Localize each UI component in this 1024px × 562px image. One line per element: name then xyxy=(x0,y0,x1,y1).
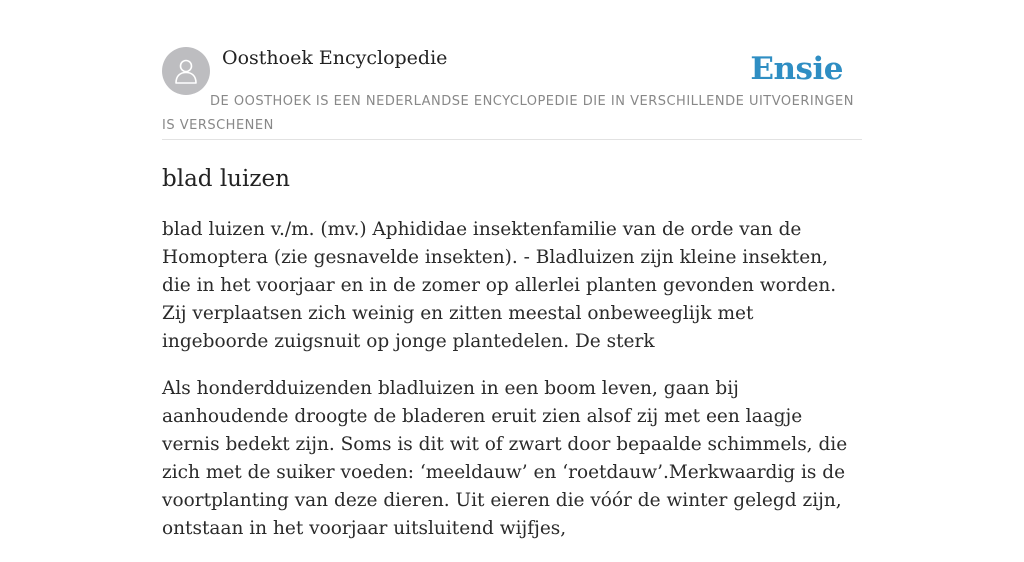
user-silhouette-icon xyxy=(172,57,200,85)
brand-logo[interactable]: Ensie xyxy=(750,51,843,87)
article-body xyxy=(162,216,862,562)
article-paragraph: blad luizen v./m. (mv.) Aphididae insektenfamilie van de orde van de Homoptera (zie gesnavelde insekten). - Bladluizen zijn kleine insekten, die in het voorjaar en in de zomer op allerlei planten gevonden worden. Zij verplaatsen zich weinig en zitten meestal onbeweeglijk met ingeboorde zuigsnuit op jonge plantedelen. De sterk xyxy=(162,219,837,352)
article-title: blad luizen xyxy=(162,166,290,192)
publication-tagline: DE OOSTHOEK IS EEN NEDERLANDSE ENCYCLOPEDIE DIE IN VERSCHILLENDE UITVOERINGEN IS VERSCHENEN xyxy=(162,94,854,133)
publication-name[interactable]: Oosthoek Encyclopedie xyxy=(222,47,448,69)
avatar[interactable] xyxy=(162,47,210,95)
article-paragraph: Als honderdduizenden bladluizen in een boom leven, gaan bij aanhoudende droogte de bladeren eruit zien alsof zij met een laagje vernis bedekt zijn. Soms is dit wit of zwart door bepaalde schimmels, die zich met de suiker voeden: ‘meeldauw’ en ‘roetdauw’.Merkwaardig is de voortplanting van deze dieren. Uit eieren die vóór de winter gelegd zijn, ontstaan in het voorjaar uitsluitend wijfjes, xyxy=(162,378,848,539)
header-divider xyxy=(162,139,862,140)
